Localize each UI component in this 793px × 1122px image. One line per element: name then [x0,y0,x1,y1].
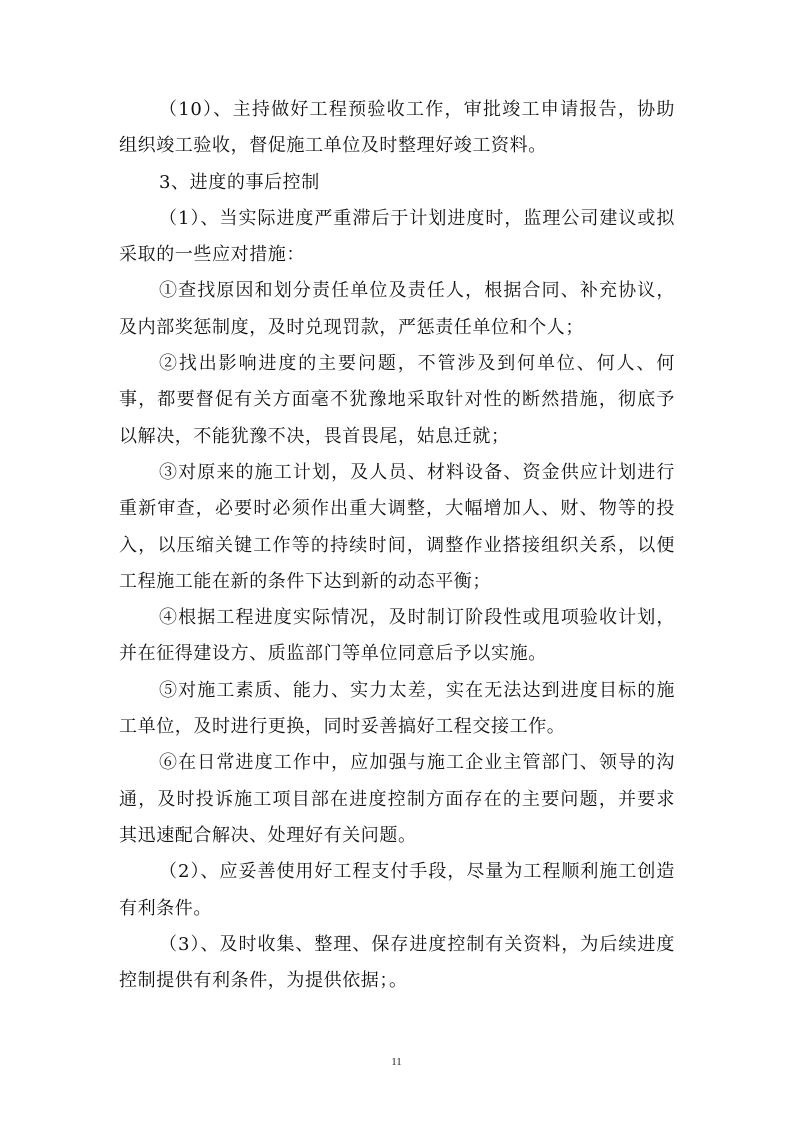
item-2-key-problems: ②找出影响进度的主要问题，不管涉及到何单位、何人、何事，都要督促有关方面毫不犹豫地采取针对性的断然措施，彻底予以解决，不能犹豫不决，畏首畏尾，姑息迁就； [119,353,675,447]
paragraph-2-payment: （2）、应妥善使用好工程支付手段，尽量为工程顺利施工创造有利条件。 [119,861,675,919]
item-4-phased-acceptance: ④根据工程进度实际情况，及时制订阶段性或甩项验收计划，并在征得建设方、质监部门等单位同意后予以实施。 [119,607,675,665]
body-text [119,92,675,999]
item-3-reexamine-plan: ③对原来的施工计划，及人员、材料设备、资金供应计划进行重新审查，必要时必须作出重大调整，大幅增加人、财、物等的投入，以压缩关键工作等的持续时间，调整作业搭接组织关系，以便工程施工能在新的条件下达到新的动态平衡； [119,461,675,592]
paragraph-10-acceptance: （10）、主持做好工程预验收工作，审批竣工申请报告，协助组织竣工验收，督促施工单位及时整理好竣工资料。 [119,99,675,157]
paragraph-1-countermeasures: （1）、当实际进度严重滞后于计划进度时，监理公司建议或拟采取的一些应对措施： [119,207,675,266]
item-6-communication: ⑥在日常进度工作中，应加强与施工企业主管部门、领导的沟通，及时投诉施工项目部在进度控制方面存在的主要问题，并要求其迅速配合解决、处理好有关问题。 [119,752,675,846]
section-heading-post-control: 3、进度的事后控制 [159,171,320,193]
item-1-find-causes: ①查找原因和划分责任单位及责任人，根据合同、补充协议，及内部奖惩制度，及时兑现罚款，严惩责任单位和个人； [119,280,675,338]
item-5-replace-unit: ⑤对施工素质、能力、实力太差，实在无法达到进度目标的施工单位，及时进行更换，同时妥善搞好工程交接工作。 [119,679,675,738]
paragraph-3-records: （3）、及时收集、整理、保存进度控制有关资料，为后续进度控制提供有利条件，为提供依据；。 [119,933,675,992]
page-number: 11 [391,1056,402,1068]
